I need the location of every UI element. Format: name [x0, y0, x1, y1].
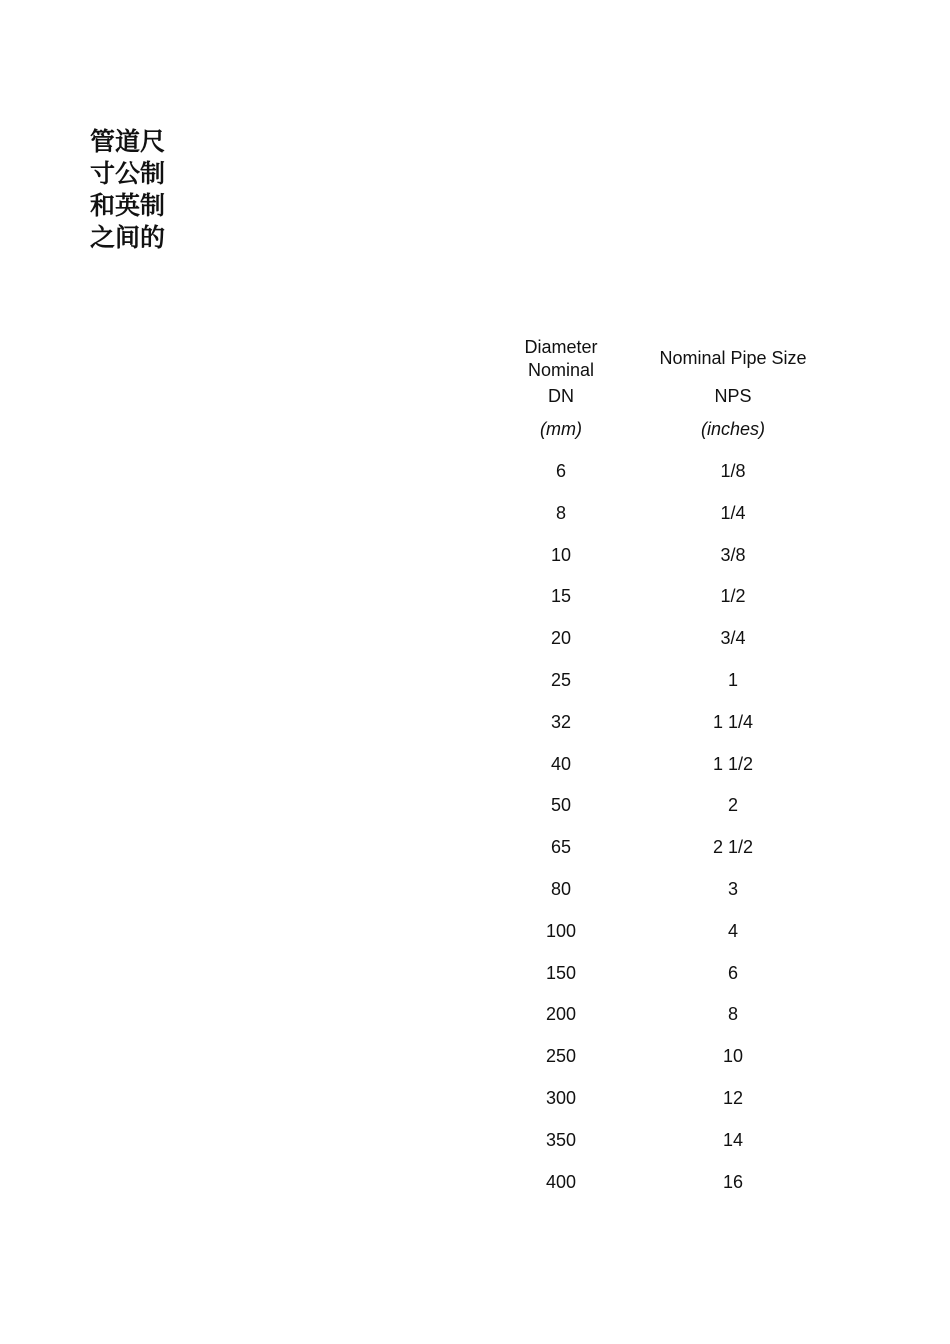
nps-value: 1/2: [720, 586, 746, 606]
dn-value: 25: [550, 670, 572, 690]
nps-value: 6: [727, 963, 739, 983]
dn-value: 200: [545, 1004, 577, 1024]
nps-value: 2: [727, 795, 739, 815]
title-line: 寸公制: [90, 159, 166, 188]
nps-value: 12: [722, 1088, 744, 1108]
dn-value: 50: [550, 795, 572, 815]
nps-value: 3/4: [720, 628, 746, 648]
nps-value: 1 1/4: [712, 712, 754, 732]
dn-value: 6: [555, 461, 567, 481]
nps-value: 4: [727, 921, 739, 941]
nps-value: 3/8: [720, 545, 746, 565]
dn-code: DN: [548, 386, 574, 406]
dn-value: 300: [545, 1088, 577, 1108]
dn-value: 10: [550, 545, 572, 565]
dn-value: 65: [550, 837, 572, 857]
dn-value: 8: [555, 503, 567, 523]
dn-value: 350: [545, 1130, 577, 1150]
dn-header-line: Diameter: [524, 337, 598, 357]
title-line: 之间的: [90, 223, 166, 252]
dn-value: 150: [545, 963, 577, 983]
nps-value: 8: [727, 1004, 739, 1024]
dn-header: [524, 336, 597, 382]
dn-header-line: Nominal: [527, 360, 595, 380]
nps-value: 2 1/2: [712, 837, 754, 857]
dn-value: 250: [545, 1046, 577, 1066]
nps-value: 16: [722, 1172, 744, 1192]
nps-value: 14: [722, 1130, 744, 1150]
dn-value: 20: [550, 628, 572, 648]
nps-value: 3: [727, 879, 739, 899]
nps-value: 1 1/2: [712, 754, 754, 774]
nps-value: 1/8: [720, 461, 746, 481]
nps-code: NPS: [714, 386, 752, 406]
title-line: 管道尺: [90, 127, 166, 156]
dn-value: 400: [545, 1172, 577, 1192]
dn-value: 100: [545, 921, 577, 941]
nps-header: Nominal Pipe Size: [659, 348, 807, 368]
nps-unit: (inches): [700, 419, 766, 439]
nps-value: 1: [727, 670, 739, 690]
dn-value: 80: [550, 879, 572, 899]
title-line: 和英制: [90, 191, 166, 220]
dn-value: 32: [550, 712, 572, 732]
dn-value: 15: [550, 586, 572, 606]
nps-value: 10: [722, 1046, 744, 1066]
dn-value: 40: [550, 754, 572, 774]
nps-value: 1/4: [720, 503, 746, 523]
dn-unit: (mm): [540, 419, 582, 439]
